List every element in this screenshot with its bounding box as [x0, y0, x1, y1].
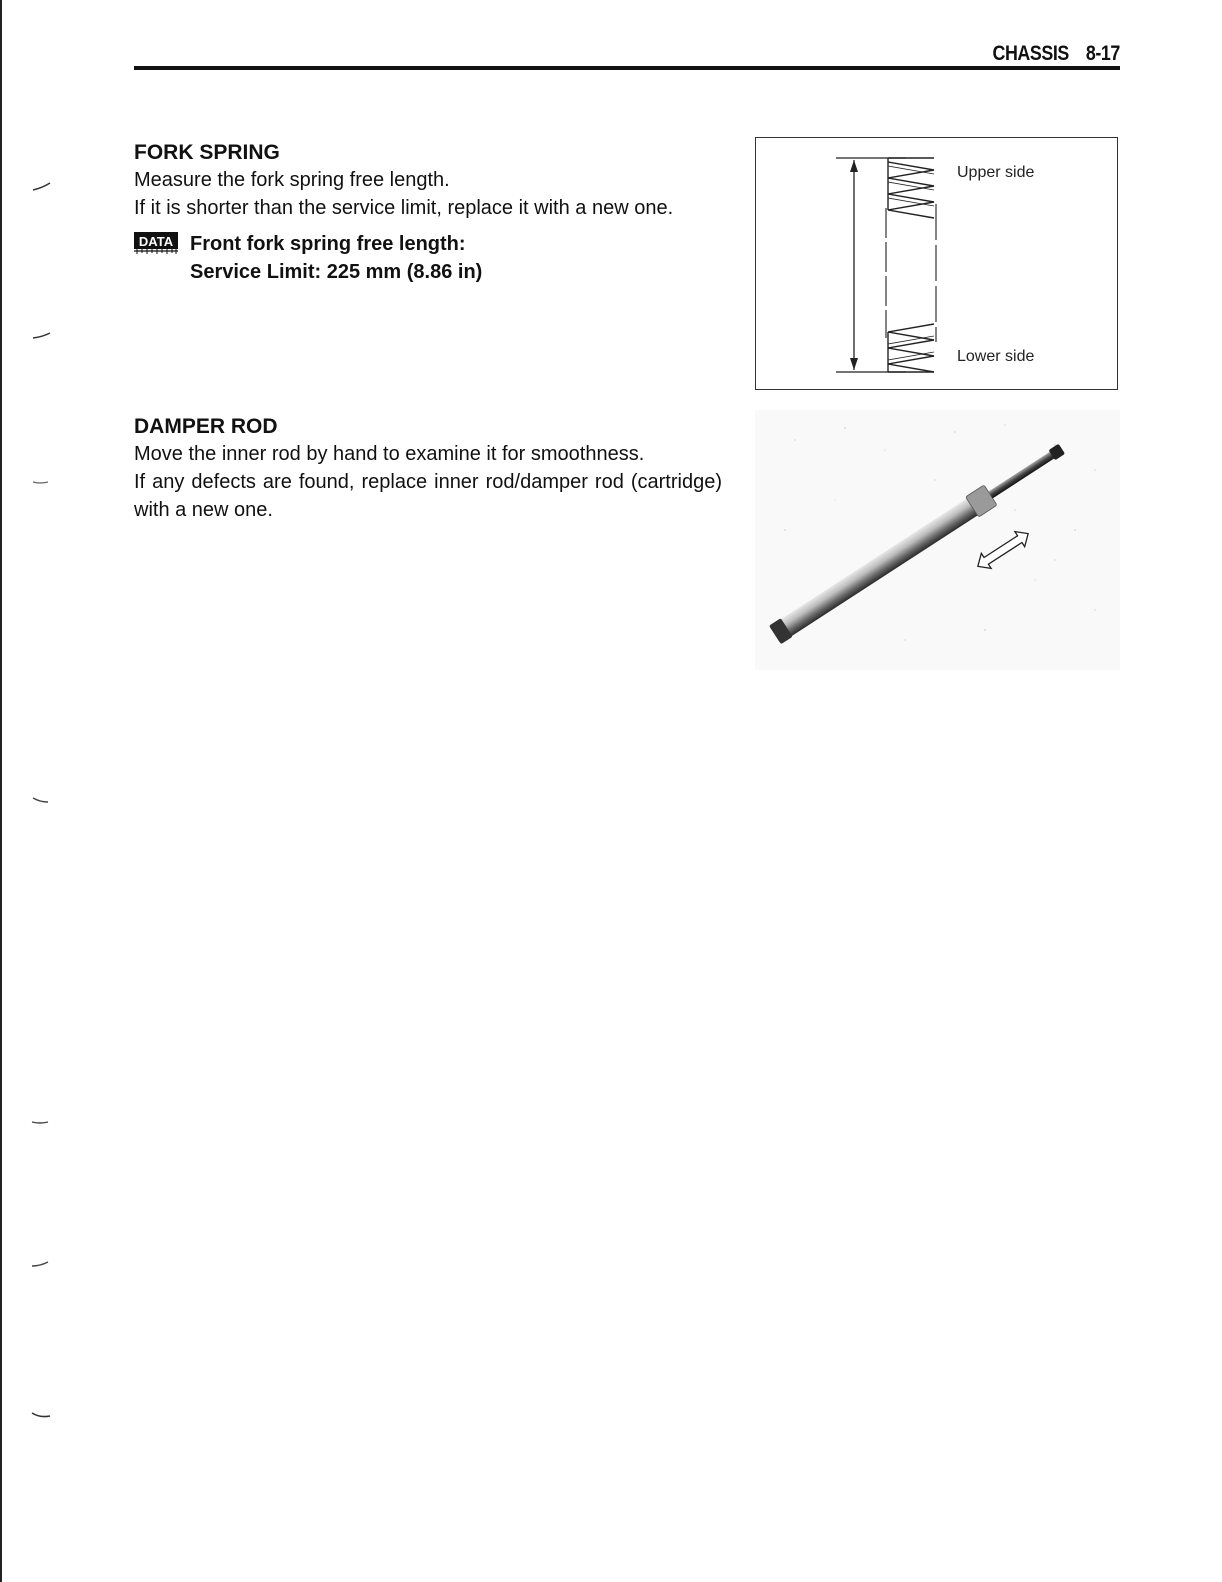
header-page-number: 8-17 — [1085, 42, 1120, 65]
fork-spring-section — [134, 140, 734, 286]
page-header — [134, 40, 1120, 70]
damper-rod-line-1: Move the inner rod by hand to examine it for smoothness. — [134, 443, 645, 465]
header-rule — [134, 66, 1120, 70]
damper-rod-section — [134, 414, 734, 524]
spec-label: Front fork spring free length: — [190, 233, 466, 255]
spring-illustration — [756, 138, 1119, 391]
fork-spring-line-1: Measure the fork spring free length. — [134, 169, 450, 191]
fork-spring-line-2: If it is shorter than the service limit, replace it with a new one. — [134, 197, 674, 219]
binding-edge-marks — [0, 0, 60, 1582]
spec-value: Service Limit: 225 mm (8.86 in) — [190, 261, 483, 283]
data-badge-text: DATA — [138, 234, 174, 249]
damper-rod-line-2: If any defects are found, replace inner rod/damper rod (cartridge) with a new one. — [134, 471, 722, 521]
header-text — [993, 42, 1120, 66]
fork-spring-title: FORK SPRING — [134, 141, 280, 164]
data-badge-icon — [134, 232, 178, 254]
spec-block — [134, 230, 734, 286]
header-section: CHASSIS — [992, 42, 1069, 65]
upper-side-label: Upper side — [957, 164, 1035, 181]
fork-spring-diagram — [755, 137, 1118, 390]
lower-side-label: Lower side — [957, 348, 1035, 365]
damper-rod-photo — [755, 410, 1120, 670]
damper-rod-title: DAMPER ROD — [134, 415, 278, 438]
